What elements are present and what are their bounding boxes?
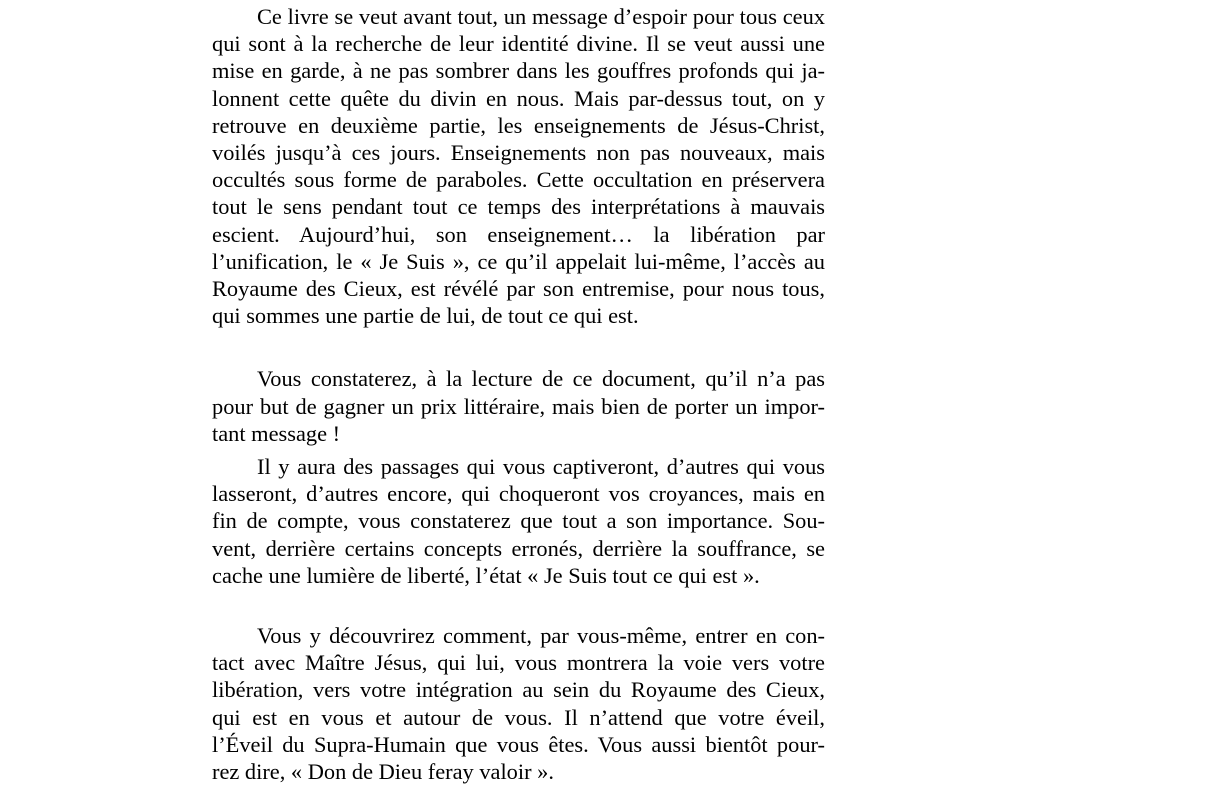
text-line: tact avec Maître Jésus, qui lui, vous montrera la voie vers votre <box>212 650 825 676</box>
text-line: qui est en vous et autour de vous. Il n’attend que votre éveil, <box>212 704 825 730</box>
text-line: qui sommes une partie de lui, de tout ce qui est. <box>212 303 639 329</box>
paragraph-2 <box>167 365 825 447</box>
text-line: l’Éveil du Supra-Humain que vous êtes. Vous aussi bientôt pour- <box>212 731 825 757</box>
paragraph-3 <box>167 453 825 589</box>
text-line: tout le sens pendant tout ce temps des interprétations à mauvais <box>212 194 825 220</box>
text-line: escient. Aujourd’hui, son enseignement… la libération par <box>212 221 825 247</box>
text-line: cache une lumière de liberté, l’état « Je Suis tout ce qui est ». <box>212 562 760 588</box>
text-line: Ce livre se veut avant tout, un message d’espoir pour tous ceux <box>257 4 825 29</box>
document-page <box>167 3 825 785</box>
text-line: qui sont à la recherche de leur identité divine. Il se veut aussi une <box>212 31 825 57</box>
text-line: vent, derrière certains concepts erronés, derrière la souffrance, se <box>212 535 825 561</box>
text-line: voilés jusqu’à ces jours. Enseignements non pas nouveaux, mais <box>212 140 825 166</box>
text-line: libération, vers votre intégration au sein du Royaume des Cieux, <box>212 677 825 703</box>
text-line: occultés sous forme de paraboles. Cette occultation en préservera <box>212 167 825 193</box>
text-line: Vous constaterez, à la lecture de ce document, qu’il n’a pas <box>257 366 825 392</box>
text-line: l’unification, le « Je Suis », ce qu’il appelait lui-même, l’accès au <box>212 248 825 274</box>
text-line: fin de compte, vous constaterez que tout a son importance. Sou- <box>212 508 825 534</box>
text-line: tant message ! <box>212 420 341 446</box>
paragraph-4 <box>167 622 825 785</box>
paragraph-1 <box>167 3 825 329</box>
text-line: Vous y découvrirez comment, par vous-même, entrer en con- <box>257 623 825 649</box>
text-line: Il y aura des passages qui vous captiveront, d’autres qui vous <box>257 454 825 480</box>
text-line: lonnent cette quête du divin en nous. Mais par-dessus tout, on y <box>212 85 825 111</box>
text-line: rez dire, « Don de Dieu feray valoir ». <box>212 759 554 785</box>
text-line: retrouve en deuxième partie, les enseignements de Jésus-Christ, <box>212 112 825 138</box>
text-line: pour but de gagner un prix littéraire, mais bien de porter un impor- <box>212 393 825 419</box>
text-line: Royaume des Cieux, est révélé par son entremise, pour nous tous, <box>212 276 825 302</box>
text-line: lasseront, d’autres encore, qui choqueront vos croyances, mais en <box>212 481 825 507</box>
text-line: mise en garde, à ne pas sombrer dans les gouffres profonds qui ja- <box>212 58 825 84</box>
